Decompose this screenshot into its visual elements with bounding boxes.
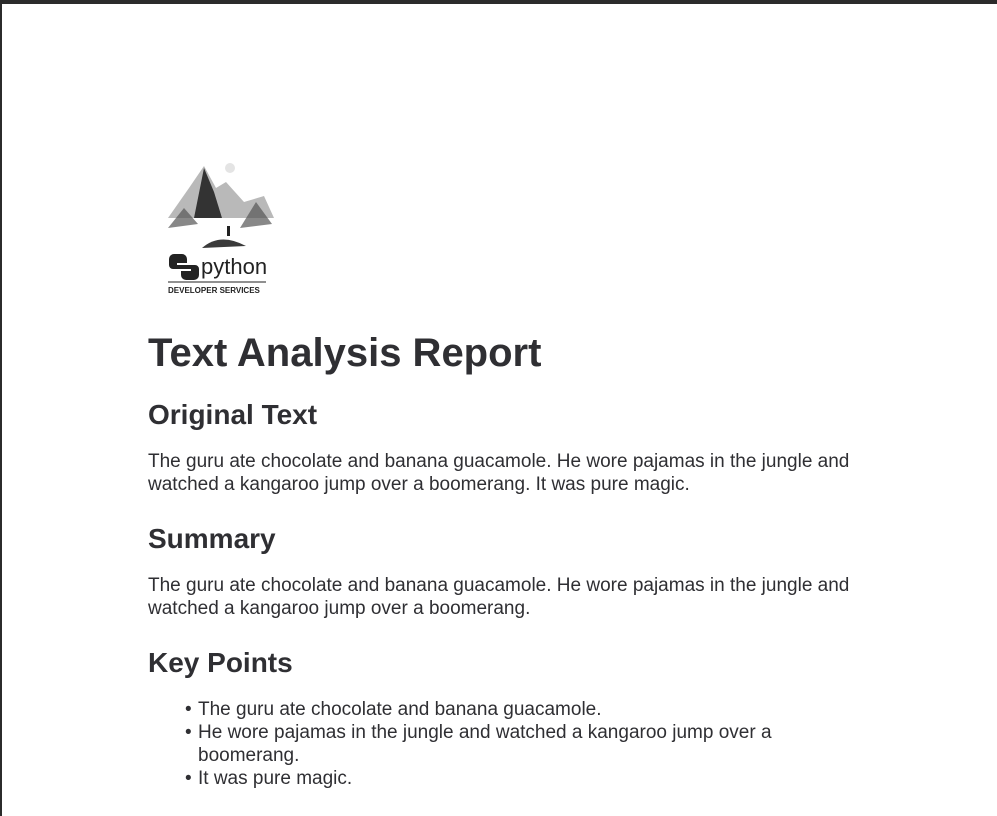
key-points-heading: Key Points — [148, 647, 293, 678]
python-developer-services-logo — [164, 158, 276, 298]
list-item: • It was pure magic. — [185, 767, 868, 790]
report-content — [148, 330, 868, 790]
svg-text:python: python — [201, 254, 268, 279]
svg-text:DEVELOPER SERVICES: DEVELOPER SERVICES — [168, 286, 260, 295]
summary-heading: Summary — [148, 523, 276, 554]
original-text-heading: Original Text — [148, 399, 318, 430]
report-title: Text Analysis Report — [148, 331, 542, 375]
document-page — [2, 4, 997, 816]
list-item: • The guru ate chocolate and banana guacamole. — [185, 698, 868, 721]
summary-body: The guru ate chocolate and banana guacamole. He wore pajamas in the jungle and watched a kangaroo jump over a boomerang. — [148, 575, 850, 619]
original-text-body: The guru ate chocolate and banana guacamole. He wore pajamas in the jungle and watched a kangaroo jump over a boomerang. It was pure magic. — [148, 451, 850, 495]
key-points-list — [148, 698, 868, 790]
list-item: • He wore pajamas in the jungle and watched a kangaroo jump over a boomerang. — [185, 721, 868, 767]
